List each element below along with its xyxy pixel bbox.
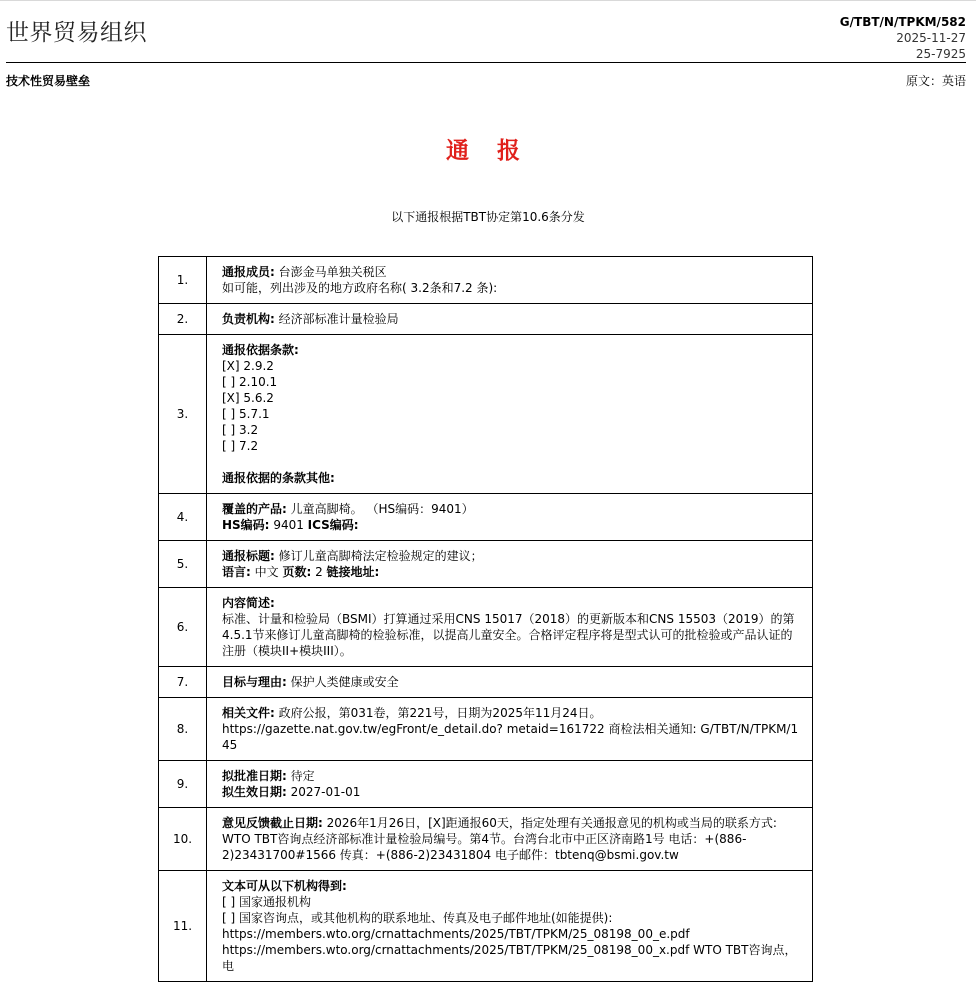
row-number: 4. xyxy=(159,494,207,541)
table-row xyxy=(159,871,813,982)
row-content xyxy=(207,541,813,588)
field-label: 链接地址: xyxy=(326,565,380,579)
row-content xyxy=(207,871,813,982)
table-row xyxy=(159,761,813,808)
field-value: 经济部标准计量检验局 xyxy=(274,312,399,326)
row-number: 1. xyxy=(159,257,207,304)
notification-table xyxy=(158,256,813,982)
field-label: 通报标题: xyxy=(222,549,275,563)
organization-name: 世界贸易组织 xyxy=(6,20,147,46)
row-number: 2. xyxy=(159,304,207,335)
row-content xyxy=(207,808,813,871)
attachment-link: https://members.wto.org/crnattachments/2025/TBT/TPKM/25_08198_00_x.pdf WTO TBT咨询点，电 xyxy=(222,943,797,973)
table-row xyxy=(159,588,813,667)
field-label: 相关文件: xyxy=(222,706,275,720)
checkbox-line: [ ] 2.10.1 xyxy=(222,375,278,389)
committee-name: 技术性贸易壁垒 xyxy=(6,74,91,88)
row-content xyxy=(207,761,813,808)
checkbox-line: [X] 2.9.2 xyxy=(222,359,274,373)
field-label: 文本可从以下机构得到: xyxy=(222,879,347,893)
field-label: 拟生效日期: xyxy=(222,785,287,799)
field-label: 意见反馈截止日期: xyxy=(222,816,323,830)
row-number: 10. xyxy=(159,808,207,871)
document-meta xyxy=(840,14,966,62)
field-label: 语言: xyxy=(222,565,251,579)
table-row xyxy=(159,257,813,304)
field-note: 如可能，列出涉及的地方政府名称( 3.2条和7.2 条): xyxy=(222,281,498,295)
field-value: 台澎金马单独关税区 xyxy=(274,265,387,279)
field-label: 内容简述: xyxy=(222,596,275,610)
field-label: 页数: xyxy=(282,565,312,579)
row-content xyxy=(207,698,813,761)
table-row xyxy=(159,541,813,588)
field-value: 9401 xyxy=(269,518,308,532)
document-number: 25-7925 xyxy=(915,47,966,61)
row-content xyxy=(207,335,813,494)
field-label: 通报成员: xyxy=(222,265,275,279)
table-row xyxy=(159,698,813,761)
field-value: 待定 xyxy=(286,769,315,783)
table-row xyxy=(159,494,813,541)
table-row xyxy=(159,335,813,494)
field-label: 通报依据的条款其他: xyxy=(222,471,335,485)
row-number: 8. xyxy=(159,698,207,761)
field-label: 拟批准日期: xyxy=(222,769,287,783)
checkbox-line: [ ] 7.2 xyxy=(222,439,259,453)
notification-title: 通 报 xyxy=(445,138,530,164)
field-value: 保护人类健康或安全 xyxy=(286,675,399,689)
field-value: 修订儿童高脚椅法定检验规定的建议； xyxy=(274,549,483,563)
intro-text: 以下通报根据TBT协定第10.6条分发 xyxy=(391,210,585,224)
table-row xyxy=(159,667,813,698)
row-number: 7. xyxy=(159,667,207,698)
field-value: 2 xyxy=(311,565,327,579)
field-value: 标准、计量和检验局（BSMI）打算通过采用CNS 15017（2018）的更新版本和CNS 15503（2019）的第4.5.1节来修订儿童高脚椅的检验标准，以提高儿童安全。合格评定程序将是型式认可的批检验或产品认证的注册（模块II+模块III）。 xyxy=(222,612,795,658)
top-border xyxy=(0,0,976,1)
field-label: 覆盖的产品: xyxy=(222,502,287,516)
field-value: 2027-01-01 xyxy=(286,785,361,799)
field-label: HS编码: xyxy=(222,518,270,532)
related-documents-link: https://gazette.nat.gov.tw/egFront/e_detail.do? metaid=161722 商检法相关通知: G/TBT/N/TPKM/145 xyxy=(222,722,799,752)
field-label: 目标与理由: xyxy=(222,675,287,689)
document-symbol: G/TBT/N/TPKM/582 xyxy=(839,15,966,29)
attachment-link: https://members.wto.org/crnattachments/2025/TBT/TPKM/25_08198_00_e.pdf xyxy=(222,927,690,941)
row-content xyxy=(207,588,813,667)
field-value: 儿童高脚椅。 （HS编码：9401） xyxy=(286,502,474,516)
checkbox-line: [ ] 3.2 xyxy=(222,423,259,437)
checkbox-line: [ ] 国家咨询点，或其他机构的联系地址、传真及电子邮件地址(如能提供): xyxy=(222,911,613,925)
table-row xyxy=(159,808,813,871)
original-language: 原文：英语 xyxy=(905,74,966,88)
checkbox-line: [X] 5.6.2 xyxy=(222,391,274,405)
row-content xyxy=(207,304,813,335)
row-number: 3. xyxy=(159,335,207,494)
field-value: 政府公报，第031卷，第221号，日期为2025年11月24日。 xyxy=(274,706,602,720)
field-label: 负责机构: xyxy=(222,312,275,326)
checkbox-line: [ ] 国家通报机构 xyxy=(222,895,311,909)
field-value: 中文 xyxy=(250,565,283,579)
field-label: 通报依据条款: xyxy=(222,343,299,357)
field-value: 2026年1月26日，[X]距通报60天，指定处理有关通报意见的机构或当局的联系方式: WTO TBT咨询点经济部标准计量检验局编号。第4节。台湾台北市中正区济南路1号 电话：+(886-2)23431700#1566 传真：+(886-2)23431804 电子邮件：tbtenq@bsmi.gov.tw xyxy=(222,816,777,862)
row-number: 6. xyxy=(159,588,207,667)
header-divider xyxy=(6,62,966,63)
table-row xyxy=(159,304,813,335)
row-content xyxy=(207,257,813,304)
row-number: 5. xyxy=(159,541,207,588)
checkbox-line: [ ] 5.7.1 xyxy=(222,407,270,421)
document-date: 2025-11-27 xyxy=(896,31,966,45)
row-number: 11. xyxy=(159,871,207,982)
field-label: ICS编码: xyxy=(307,518,359,532)
row-number: 9. xyxy=(159,761,207,808)
row-content xyxy=(207,494,813,541)
row-content xyxy=(207,667,813,698)
